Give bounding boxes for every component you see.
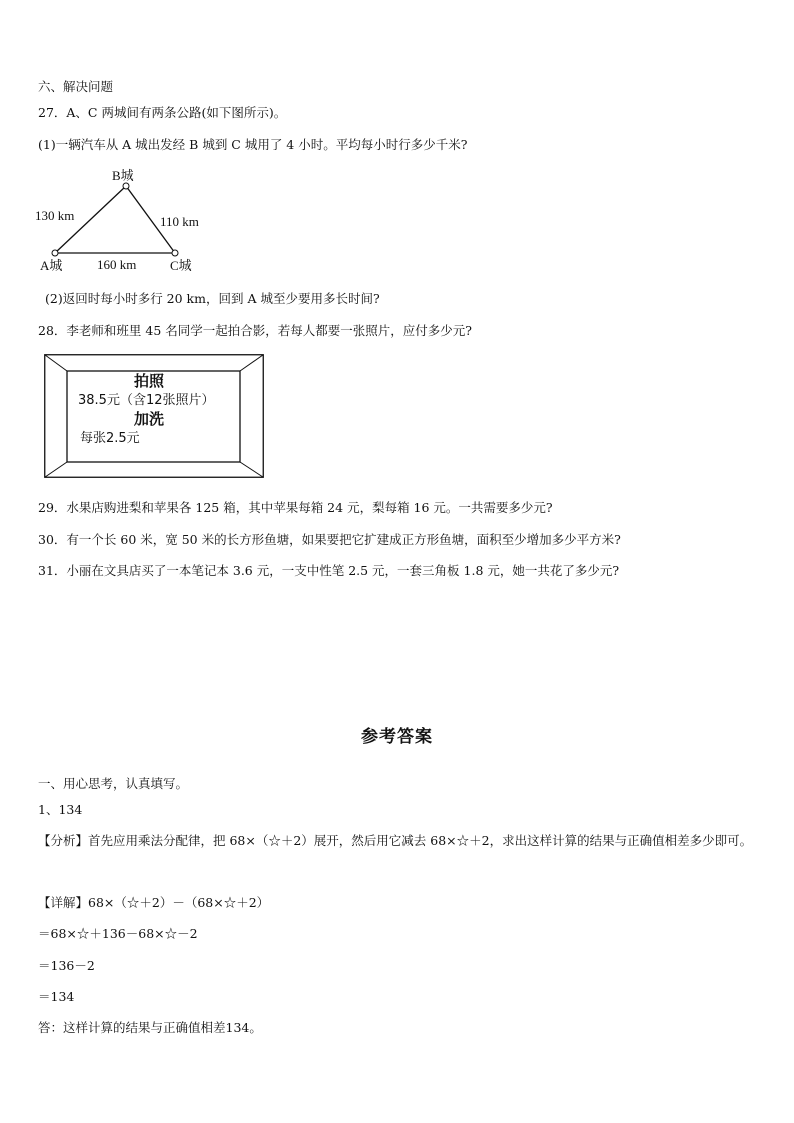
answer-step-1: ＝68×☆＋136－68×☆－2	[38, 926, 198, 941]
question-27-part2: (2)返回时每小时多行 20 km，回到 A 城至少要用多长时间?	[45, 291, 380, 306]
sign-title-photo: 拍照	[133, 372, 164, 390]
answer-step-3: ＝134	[38, 989, 75, 1004]
label-b: B城	[112, 168, 134, 183]
label-c: C城	[170, 258, 192, 273]
question-29: 29．水果店购进梨和苹果各 125 箱，其中苹果每箱 24 元，梨每箱 16 元。一共需要多少元?	[38, 500, 553, 515]
vertex-a	[52, 250, 58, 256]
answer-conclusion: 答：这样计算的结果与正确值相差134。	[38, 1020, 262, 1035]
answer-1: 1、134	[38, 802, 83, 817]
answers-title: 参考答案	[361, 727, 433, 747]
vertex-c	[172, 250, 178, 256]
sign-title-reprint: 加洗	[133, 410, 164, 428]
sign-price-photo: 38.5元（含12张照片）	[78, 393, 215, 408]
length-ac: 160 km	[97, 257, 137, 272]
photo-sign-content	[68, 372, 230, 448]
answers-section-1: 一、用心思考，认真填写。	[38, 776, 189, 791]
vertex-b	[123, 183, 129, 189]
question-30: 30．有一个长 60 米，宽 50 米的长方形鱼塘，如果要把它扩建成正方形鱼塘，面积至少增加多少平方米?	[38, 532, 621, 547]
question-31: 31．小丽在文具店买了一本笔记本 3.6 元，一支中性笔 2.5 元，一套三角板 1.8 元，她一共花了多少元?	[38, 563, 620, 578]
length-ab: 130 km	[35, 208, 75, 223]
answer-detail: 【详解】68×（☆＋2）－（68×☆＋2）	[38, 895, 270, 910]
length-bc: 110 km	[160, 214, 199, 229]
triangle-diagram	[30, 165, 220, 280]
sign-price-reprint: 每张2.5元	[80, 431, 140, 446]
question-27: 27．A、C 两城间有两条公路(如下图所示)。	[38, 105, 287, 120]
section-heading: 六、解决问题	[38, 79, 114, 94]
question-28: 28．李老师和班里 45 名同学一起拍合影，若每人都要一张照片，应付多少元?	[38, 323, 472, 338]
label-a: A城	[40, 258, 63, 273]
question-27-part1: (1)一辆汽车从 A 城出发经 B 城到 C 城用了 4 小时。平均每小时行多少千米?	[38, 137, 468, 152]
answer-analysis: 【分析】首先应用乘法分配律，把 68×（☆＋2）展开，然后用它减去 68×☆＋2，求出这样计算的结果与正确值相差多少即可。	[38, 833, 753, 848]
answer-step-2: ＝136－2	[38, 958, 95, 973]
